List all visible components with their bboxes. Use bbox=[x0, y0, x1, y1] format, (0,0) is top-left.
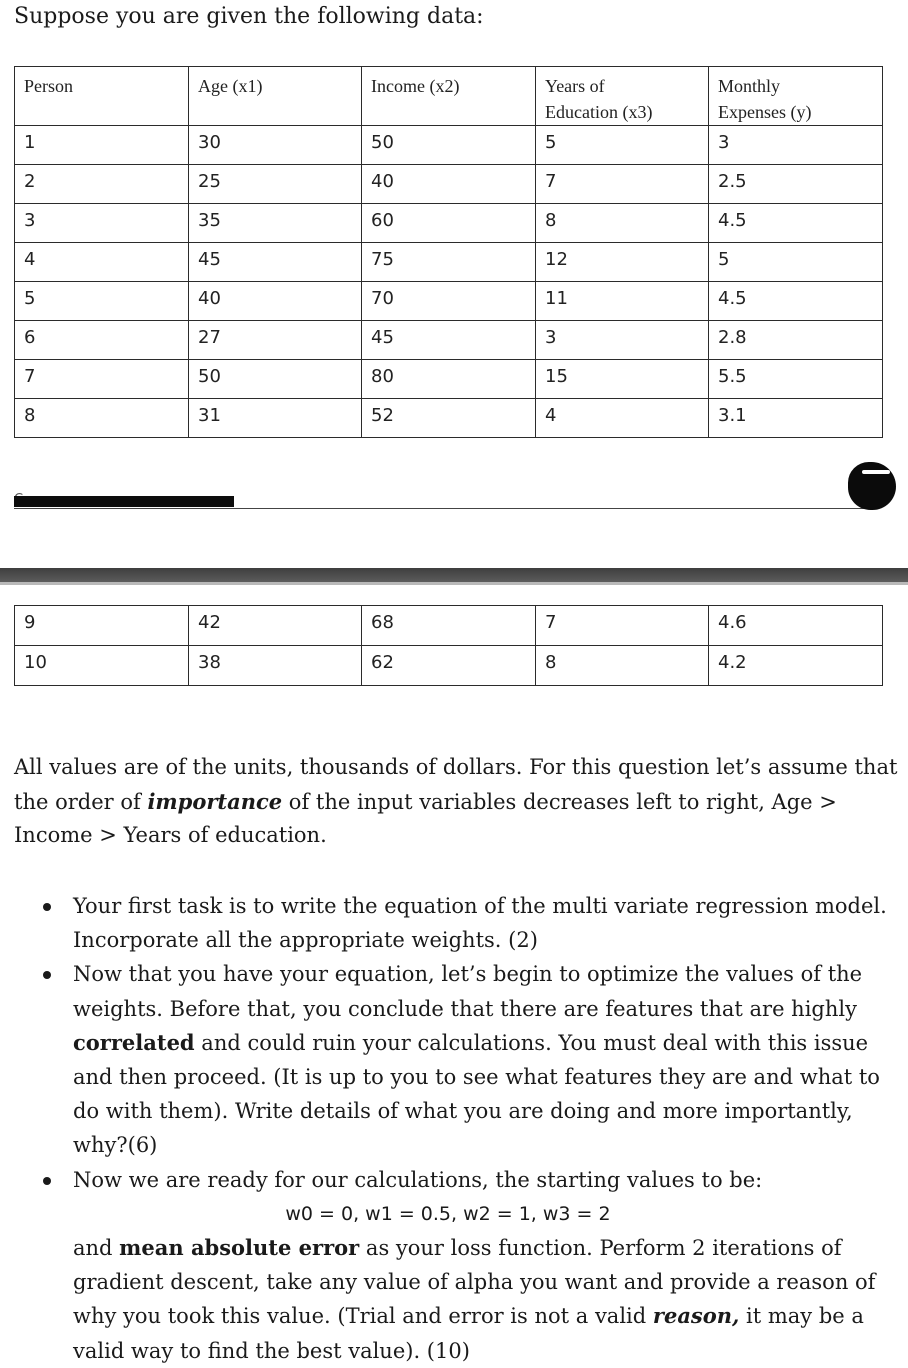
initial-weights-equation: w0 = 0, w1 = 0.5, w2 = 1, w3 = 2 bbox=[285, 1202, 611, 1225]
header-text: Income (x2) bbox=[371, 76, 460, 96]
table-cell: 6 bbox=[15, 321, 189, 360]
table-cell: 25 bbox=[189, 165, 362, 204]
correlated-emphasis: correlated bbox=[73, 1029, 195, 1055]
table-cell: 35 bbox=[189, 204, 362, 243]
header-text: Age (x1) bbox=[198, 76, 263, 96]
table-cell: 3 bbox=[536, 321, 709, 360]
table-cell: 75 bbox=[362, 243, 536, 282]
table-cell: 45 bbox=[189, 243, 362, 282]
header-text: Expenses (y) bbox=[718, 102, 812, 122]
table-cell: 11 bbox=[536, 282, 709, 321]
table-cell: 2.8 bbox=[709, 321, 883, 360]
redaction-bar bbox=[14, 496, 234, 507]
table-cell: 40 bbox=[189, 282, 362, 321]
table-cell: 3 bbox=[15, 204, 189, 243]
data-table bbox=[14, 66, 883, 438]
table-cell: 4 bbox=[15, 243, 189, 282]
table-cell: 10 bbox=[15, 646, 189, 686]
table-cell: 31 bbox=[189, 399, 362, 438]
task-item-2: Now that you have your equation, let’s begin to optimize the values of the weights. Before that, you conclude that there are features that are highly correlated and could ruin your calculations. You must deal with this issue and then proceed. (It is up to you to see what features they are and what to do with them). Write details of what you are doing and more importantly, why?(6) bbox=[73, 957, 893, 1162]
ink-blot-highlight bbox=[862, 470, 890, 474]
table-row bbox=[15, 204, 883, 243]
table-cell: 50 bbox=[362, 126, 536, 165]
table-cell: 42 bbox=[189, 606, 362, 646]
table-cell: 4.6 bbox=[709, 606, 883, 646]
intro-text: Suppose you are given the following data: bbox=[14, 4, 484, 29]
table-row bbox=[15, 243, 883, 282]
table-row bbox=[15, 282, 883, 321]
task-item-1: Your first task is to write the equation of the multi variate regression model. Incorporate all the appropriate weights. (2) bbox=[73, 889, 893, 957]
table-row bbox=[15, 646, 883, 686]
reason-emphasis: reason, bbox=[652, 1303, 740, 1329]
table-cell: 9 bbox=[15, 606, 189, 646]
header-cell bbox=[709, 67, 883, 126]
page-break-shadow bbox=[0, 582, 908, 585]
task-item-3: Now we are ready for our calculations, the starting values to be: w0 = 0, w1 = 0.5, w2 = 1, w3 = 2 and mean absolute error as your loss function. Perform 2 iterations of gradient descent, take any value of alpha you want and provide a reason of why you took this value. (Trial and error is not a valid reason, it may be a valid way to find the best value). (10) bbox=[73, 1163, 893, 1368]
table-cell: 80 bbox=[362, 360, 536, 399]
table-cell: 50 bbox=[189, 360, 362, 399]
table-cell: 4.5 bbox=[709, 282, 883, 321]
table-cell: 40 bbox=[362, 165, 536, 204]
table-cell: 7 bbox=[536, 606, 709, 646]
header-cell bbox=[15, 67, 189, 126]
importance-emphasis: importance bbox=[147, 788, 283, 814]
table-cell: 12 bbox=[536, 243, 709, 282]
table-cell: 5 bbox=[536, 126, 709, 165]
bullet-icon bbox=[43, 1177, 51, 1185]
table-cell: 4 bbox=[536, 399, 709, 438]
table-cell: 62 bbox=[362, 646, 536, 686]
task-list bbox=[73, 889, 893, 1368]
table-cell: 3.1 bbox=[709, 399, 883, 438]
table-cell: 30 bbox=[189, 126, 362, 165]
header-text: Years of bbox=[545, 76, 605, 96]
table-cell: 3 bbox=[709, 126, 883, 165]
data-table-continued bbox=[14, 605, 883, 686]
table-cell: 8 bbox=[536, 646, 709, 686]
table-row bbox=[15, 165, 883, 204]
table-cell: 7 bbox=[536, 165, 709, 204]
bullet-icon bbox=[43, 971, 51, 979]
table-cell: 8 bbox=[536, 204, 709, 243]
loss-function-emphasis: mean absolute error bbox=[119, 1235, 360, 1261]
table-cell: 5.5 bbox=[709, 360, 883, 399]
table-cell: 27 bbox=[189, 321, 362, 360]
table-cell: 15 bbox=[536, 360, 709, 399]
table-cell: 68 bbox=[362, 606, 536, 646]
table-cell: 38 bbox=[189, 646, 362, 686]
table-row bbox=[15, 321, 883, 360]
divider-line bbox=[14, 508, 864, 509]
header-cell bbox=[536, 67, 709, 126]
table-cell: 7 bbox=[15, 360, 189, 399]
table-cell: 2.5 bbox=[709, 165, 883, 204]
table-row bbox=[15, 360, 883, 399]
table-cell: 8 bbox=[15, 399, 189, 438]
table-cell: 5 bbox=[709, 243, 883, 282]
table-cell: 5 bbox=[15, 282, 189, 321]
table-cell: 52 bbox=[362, 399, 536, 438]
table-header-row bbox=[15, 67, 883, 126]
table-cell: 1 bbox=[15, 126, 189, 165]
table-cell: 4.5 bbox=[709, 204, 883, 243]
table-row bbox=[15, 126, 883, 165]
table-cell: 2 bbox=[15, 165, 189, 204]
table-cell: 4.2 bbox=[709, 646, 883, 686]
units-paragraph: All values are of the units, thousands of dollars. For this question let’s assume that the order of importance of the input variables decreases left to right, Age > Income > Years of education. bbox=[14, 755, 898, 847]
table-cell: 70 bbox=[362, 282, 536, 321]
table-cell: 45 bbox=[362, 321, 536, 360]
page-break-bar bbox=[0, 568, 908, 582]
header-text: Person bbox=[24, 76, 73, 96]
table-cell: 60 bbox=[362, 204, 536, 243]
table-row bbox=[15, 606, 883, 646]
header-text: Education (x3) bbox=[545, 102, 653, 122]
header-cell bbox=[362, 67, 536, 126]
header-cell bbox=[189, 67, 362, 126]
bullet-icon bbox=[43, 903, 51, 911]
table-row bbox=[15, 399, 883, 438]
header-text: Monthly bbox=[718, 76, 781, 96]
